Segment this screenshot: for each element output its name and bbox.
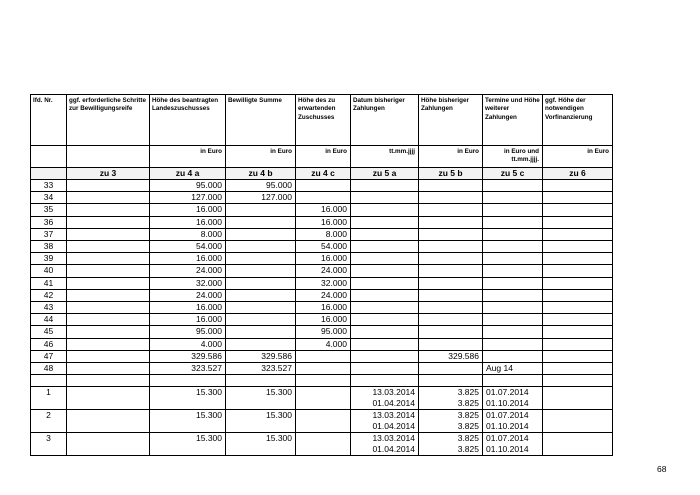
table-row <box>31 192 613 204</box>
payment-date-cell <box>351 363 419 375</box>
payment-amount-1: 3.825 <box>457 433 479 444</box>
requested-grant-cell: 15.300 <box>150 387 226 410</box>
requested-grant-cell: 54.000 <box>150 241 226 253</box>
table-body-second <box>31 387 613 456</box>
approved-sum-cell: 15.300 <box>226 410 296 433</box>
ref-c8: zu 5 c <box>483 168 543 180</box>
requested-grant-cell: 16.000 <box>150 204 226 216</box>
table-row <box>31 204 613 216</box>
further-payment-cell <box>483 433 543 456</box>
steps-cell <box>67 410 150 433</box>
steps-cell <box>67 433 150 456</box>
requested-grant-cell: 24.000 <box>150 265 226 277</box>
spacer-row <box>31 375 613 387</box>
payment-amount-2: 3.825 <box>457 398 479 409</box>
steps-cell <box>67 277 150 289</box>
payment-amount-cell <box>419 387 483 410</box>
row-number: 37 <box>31 228 67 240</box>
table-row <box>31 180 613 192</box>
further-payment-cell <box>483 387 543 410</box>
payment-amount-cell <box>419 410 483 433</box>
expected-grant-cell: 95.000 <box>296 326 351 338</box>
approved-sum-cell: 15.300 <box>226 387 296 410</box>
requested-grant-cell: 8.000 <box>150 228 226 240</box>
ref-c4: zu 4 b <box>226 168 296 180</box>
prefinancing-cell <box>543 326 613 338</box>
header-payment-amounts: Höhe bisheriger Zahlungen <box>419 95 483 146</box>
expected-grant-cell: 16.000 <box>296 204 351 216</box>
approved-sum-cell <box>226 216 296 228</box>
further-payment-cell <box>483 350 543 362</box>
expected-grant-cell: 16.000 <box>296 302 351 314</box>
table-row <box>31 338 613 350</box>
expected-grant-cell: 16.000 <box>296 314 351 326</box>
row-number: 34 <box>31 192 67 204</box>
expected-grant-cell: 8.000 <box>296 228 351 240</box>
further-payment-cell <box>483 241 543 253</box>
units-row <box>31 146 613 168</box>
header-prefinancing: ggf. Höhe der notwendigen Vorfinanzierung <box>543 95 613 146</box>
further-payment-2: 01.10.2014 <box>486 444 529 455</box>
prefinancing-cell <box>543 228 613 240</box>
requested-grant-cell: 323.527 <box>150 363 226 375</box>
header-expected-grant: Höhe des zu erwartenden Zuschusses <box>296 95 351 146</box>
unit-c5: in Euro <box>296 146 351 168</box>
prefinancing-cell <box>543 387 613 410</box>
expected-grant-cell <box>296 180 351 192</box>
requested-grant-cell: 16.000 <box>150 216 226 228</box>
further-payment-1: 01.07.2014 <box>486 433 529 444</box>
expected-grant-cell <box>296 363 351 375</box>
requested-grant-cell: 15.300 <box>150 433 226 456</box>
further-payment-cell <box>483 302 543 314</box>
row-number: 44 <box>31 314 67 326</box>
prefinancing-cell <box>543 192 613 204</box>
row-number: 36 <box>31 216 67 228</box>
requested-grant-cell: 4.000 <box>150 338 226 350</box>
row-number: 40 <box>31 265 67 277</box>
prefinancing-cell <box>543 241 613 253</box>
unit-c8: in Euro und tt.mm.jjjj. <box>483 146 543 168</box>
row-number: 48 <box>31 363 67 375</box>
row-number: 41 <box>31 277 67 289</box>
expected-grant-cell: 16.000 <box>296 216 351 228</box>
further-payment-cell <box>483 265 543 277</box>
row-number: 45 <box>31 326 67 338</box>
payment-amount-2: 3.825 <box>457 444 479 455</box>
expected-grant-cell <box>296 433 351 456</box>
payment-date-cell <box>351 216 419 228</box>
approved-sum-cell: 127.000 <box>226 192 296 204</box>
table-row <box>31 410 613 433</box>
approved-sum-cell <box>226 204 296 216</box>
requested-grant-cell: 329.586 <box>150 350 226 362</box>
steps-cell <box>67 302 150 314</box>
approved-sum-cell <box>226 265 296 277</box>
expected-grant-cell: 32.000 <box>296 277 351 289</box>
payment-date-cell <box>351 265 419 277</box>
payment-date-cell <box>351 433 419 456</box>
further-payment-cell <box>483 410 543 433</box>
payment-amount-1: 3.825 <box>457 387 479 398</box>
table-body <box>31 180 613 375</box>
payment-amount-cell <box>419 338 483 350</box>
approved-sum-cell <box>226 302 296 314</box>
approved-sum-cell: 95.000 <box>226 180 296 192</box>
requested-grant-cell: 127.000 <box>150 192 226 204</box>
requested-grant-cell: 32.000 <box>150 277 226 289</box>
approved-sum-cell <box>226 338 296 350</box>
steps-cell <box>67 363 150 375</box>
payment-date-1: 13.03.2014 <box>372 433 415 444</box>
payment-date-1: 13.03.2014 <box>372 387 415 398</box>
requested-grant-cell: 95.000 <box>150 180 226 192</box>
prefinancing-cell <box>543 277 613 289</box>
prefinancing-cell <box>543 363 613 375</box>
approved-sum-cell <box>226 277 296 289</box>
payment-date-1: 13.03.2014 <box>372 410 415 421</box>
further-payment-1: 01.07.2014 <box>486 410 529 421</box>
row-number: 38 <box>31 241 67 253</box>
expected-grant-cell: 24.000 <box>296 289 351 301</box>
further-payment-1: 01.07.2014 <box>486 387 529 398</box>
steps-cell <box>67 180 150 192</box>
steps-cell <box>67 387 150 410</box>
payment-date-2: 01.04.2014 <box>372 421 415 432</box>
payment-date-cell <box>351 253 419 265</box>
payment-amount-cell <box>419 277 483 289</box>
prefinancing-cell <box>543 265 613 277</box>
payment-amount-cell <box>419 241 483 253</box>
table-row <box>31 314 613 326</box>
row-number: 33 <box>31 180 67 192</box>
page-number: 68 <box>657 464 667 474</box>
steps-cell <box>67 289 150 301</box>
steps-cell <box>67 241 150 253</box>
expected-grant-cell: 54.000 <box>296 241 351 253</box>
table-row <box>31 228 613 240</box>
funding-table <box>30 94 613 456</box>
further-payment-cell <box>483 338 543 350</box>
prefinancing-cell <box>543 314 613 326</box>
payment-date-cell <box>351 228 419 240</box>
prefinancing-cell <box>543 289 613 301</box>
further-payment-cell <box>483 253 543 265</box>
prefinancing-cell <box>543 204 613 216</box>
further-payment-cell <box>483 192 543 204</box>
row-number: 1 <box>31 387 67 410</box>
payment-amount-cell <box>419 314 483 326</box>
further-payment-2: 01.10.2014 <box>486 421 529 432</box>
table-row <box>31 289 613 301</box>
expected-grant-cell <box>296 387 351 410</box>
row-number: 42 <box>31 289 67 301</box>
requested-grant-cell: 15.300 <box>150 410 226 433</box>
approved-sum-cell <box>226 253 296 265</box>
payment-amount-cell <box>419 253 483 265</box>
payment-date-cell <box>351 204 419 216</box>
prefinancing-cell <box>543 216 613 228</box>
payment-date-cell <box>351 338 419 350</box>
payment-date-cell <box>351 192 419 204</box>
ref-c3: zu 4 a <box>150 168 226 180</box>
payment-amount-1: 3.825 <box>457 410 479 421</box>
table-row <box>31 363 613 375</box>
steps-cell <box>67 338 150 350</box>
header-row <box>31 95 613 146</box>
expected-grant-cell <box>296 410 351 433</box>
payment-amount-cell: 329.586 <box>419 350 483 362</box>
payment-date-cell <box>351 302 419 314</box>
payment-amount-cell <box>419 216 483 228</box>
steps-cell <box>67 350 150 362</box>
row-number: 3 <box>31 433 67 456</box>
approved-sum-cell: 329.586 <box>226 350 296 362</box>
ref-c5: zu 4 c <box>296 168 351 180</box>
row-number: 43 <box>31 302 67 314</box>
requested-grant-cell: 16.000 <box>150 253 226 265</box>
row-number: 35 <box>31 204 67 216</box>
payment-date-cell <box>351 277 419 289</box>
table-row <box>31 253 613 265</box>
further-payment-cell: Aug 14 <box>483 363 543 375</box>
payment-date-cell <box>351 350 419 362</box>
payment-date-cell <box>351 289 419 301</box>
further-payment-cell <box>483 326 543 338</box>
header-requested-grant: Höhe des beantragten Landeszuschusses <box>150 95 226 146</box>
expected-grant-cell: 4.000 <box>296 338 351 350</box>
payment-date-cell <box>351 180 419 192</box>
further-payment-cell <box>483 289 543 301</box>
prefinancing-cell <box>543 433 613 456</box>
header-further-payments: Termine und Höhe weiterer Zahlungen <box>483 95 543 146</box>
unit-c4: in Euro <box>226 146 296 168</box>
steps-cell <box>67 253 150 265</box>
further-payment-cell <box>483 314 543 326</box>
prefinancing-cell <box>543 410 613 433</box>
payment-amount-cell <box>419 204 483 216</box>
requested-grant-cell: 16.000 <box>150 314 226 326</box>
row-number: 46 <box>31 338 67 350</box>
payment-date-cell <box>351 410 419 433</box>
further-payment-cell <box>483 277 543 289</box>
row-number: 2 <box>31 410 67 433</box>
expected-grant-cell <box>296 192 351 204</box>
approved-sum-cell <box>226 228 296 240</box>
further-payment-cell <box>483 228 543 240</box>
header-steps: ggf. erforderliche Schritte zur Bewilligungsreife <box>67 95 150 146</box>
table-row <box>31 277 613 289</box>
prefinancing-cell <box>543 350 613 362</box>
payment-amount-cell <box>419 433 483 456</box>
row-number: 47 <box>31 350 67 362</box>
payment-date-cell <box>351 314 419 326</box>
steps-cell <box>67 216 150 228</box>
approved-sum-cell: 323.527 <box>226 363 296 375</box>
payment-amount-cell <box>419 192 483 204</box>
table-row <box>31 241 613 253</box>
prefinancing-cell <box>543 180 613 192</box>
unit-c7: in Euro <box>419 146 483 168</box>
further-payment-cell <box>483 216 543 228</box>
payment-amount-2: 3.825 <box>457 421 479 432</box>
steps-cell <box>67 326 150 338</box>
steps-cell <box>67 192 150 204</box>
ref-c7: zu 5 b <box>419 168 483 180</box>
table-row <box>31 433 613 456</box>
table-row <box>31 302 613 314</box>
table-row <box>31 350 613 362</box>
approved-sum-cell: 15.300 <box>226 433 296 456</box>
reference-row <box>31 168 613 180</box>
expected-grant-cell: 24.000 <box>296 265 351 277</box>
unit-c6: tt.mm.jjjj <box>351 146 419 168</box>
payment-date-2: 01.04.2014 <box>372 398 415 409</box>
approved-sum-cell <box>226 289 296 301</box>
further-payment-cell <box>483 204 543 216</box>
payment-amount-cell <box>419 228 483 240</box>
requested-grant-cell: 95.000 <box>150 326 226 338</box>
payment-date-cell <box>351 387 419 410</box>
header-lfd-nr: lfd. Nr. <box>31 95 67 146</box>
row-number: 39 <box>31 253 67 265</box>
steps-cell <box>67 204 150 216</box>
unit-c3: in Euro <box>150 146 226 168</box>
expected-grant-cell: 16.000 <box>296 253 351 265</box>
table-row <box>31 387 613 410</box>
payment-amount-cell <box>419 289 483 301</box>
payment-amount-cell <box>419 180 483 192</box>
unit-c9: in Euro <box>543 146 613 168</box>
payment-date-cell <box>351 241 419 253</box>
payment-date-2: 01.04.2014 <box>372 444 415 455</box>
approved-sum-cell <box>226 241 296 253</box>
steps-cell <box>67 228 150 240</box>
further-payment-cell <box>483 180 543 192</box>
payment-amount-cell <box>419 302 483 314</box>
prefinancing-cell <box>543 253 613 265</box>
approved-sum-cell <box>226 326 296 338</box>
expected-grant-cell <box>296 350 351 362</box>
prefinancing-cell <box>543 302 613 314</box>
further-payment-2: 01.10.2014 <box>486 398 529 409</box>
ref-c6: zu 5 a <box>351 168 419 180</box>
prefinancing-cell <box>543 338 613 350</box>
ref-c2: zu 3 <box>67 168 150 180</box>
payment-date-cell <box>351 326 419 338</box>
ref-c9: zu 6 <box>543 168 613 180</box>
approved-sum-cell <box>226 314 296 326</box>
payment-amount-cell <box>419 265 483 277</box>
steps-cell <box>67 265 150 277</box>
requested-grant-cell: 24.000 <box>150 289 226 301</box>
payment-amount-cell <box>419 363 483 375</box>
header-approved-sum: Bewilligte Summe <box>226 95 296 146</box>
header-payment-dates: Datum bisheriger Zahlungen <box>351 95 419 146</box>
payment-amount-cell <box>419 326 483 338</box>
table-row <box>31 326 613 338</box>
table-row <box>31 216 613 228</box>
requested-grant-cell: 16.000 <box>150 302 226 314</box>
table-row <box>31 265 613 277</box>
steps-cell <box>67 314 150 326</box>
